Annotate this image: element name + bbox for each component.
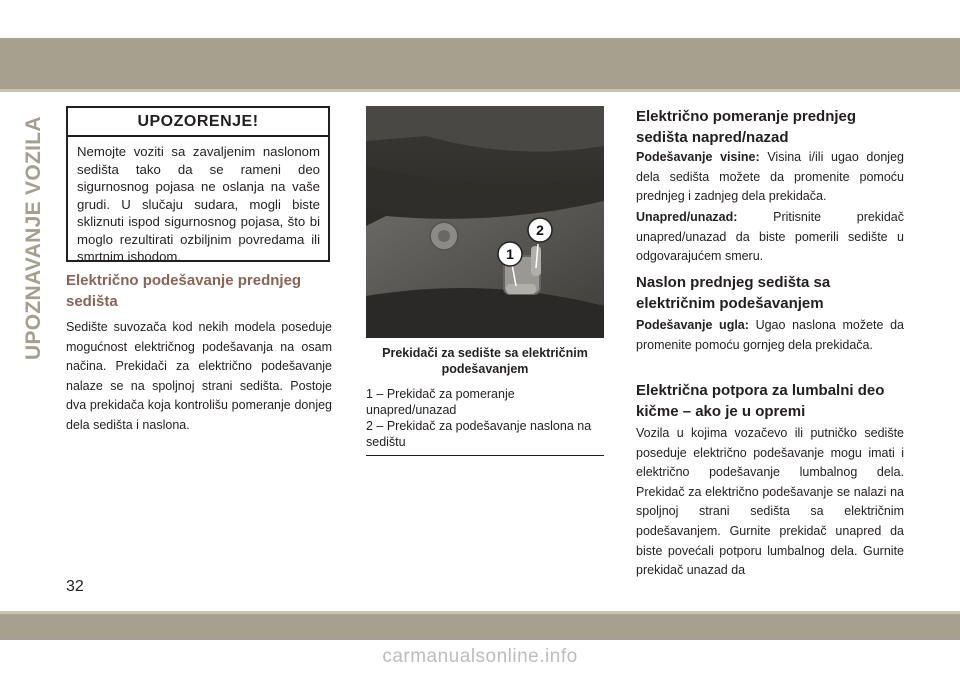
right-heading-1: Električno pomeranje prednjeg sedišta napred/nazad <box>636 108 857 146</box>
paragraph-1-text: Visina i/ili ugao donjeg dela sedišta možete da promenite pomoću prednjeg i zadnjeg dela prekidača. <box>636 150 904 204</box>
watermark: carmanualsonline.info <box>382 646 578 667</box>
side-section-title: UPOZNAVANJE VOZILA <box>22 116 45 360</box>
paragraph-3-text: Ugao naslona možete da promenite pomoću gornjeg dela prekidača. <box>636 318 905 352</box>
caption-item-1: 1 – Prekidač za pomeranje unapred/unazad <box>366 387 515 417</box>
callout-2-label: 2 <box>536 222 544 238</box>
callout-1-label: 1 <box>506 246 514 262</box>
page-number: 32 <box>66 578 84 595</box>
footer-bar <box>0 614 960 640</box>
seat-switch-illustration <box>366 106 604 338</box>
caption-divider <box>366 455 604 456</box>
warning-title: UPOZORENJE! <box>68 108 328 137</box>
header-bar <box>0 38 960 89</box>
header-divider <box>0 89 960 92</box>
top-margin <box>0 0 960 38</box>
caption-item-2: 2 – Prekidač za podešavanje naslona na sedištu <box>366 419 592 449</box>
right-paragraph-2 <box>636 208 904 267</box>
seat-switch-photo <box>366 106 604 338</box>
figure-caption-text <box>366 386 604 450</box>
paragraph-1-lead: Podešavanje visine: <box>636 150 760 164</box>
paragraph-2-lead: Unapred/unazad: <box>636 210 738 224</box>
paragraph-3-lead: Podešavanje ugla: <box>636 318 749 332</box>
left-section-heading: Električno podešavanje prednjeg sedišta <box>66 272 302 310</box>
warning-text: Nemojte voziti sa zavaljenim naslonom sedišta tako da se rameni deo sigurnosnog pojasa ne oslanja na vaše grudi. U slučaju sudara, mogli biste skliznuti ispod sigurnosnog pojasa, što bi moglo rezultirati ozbiljnim povredama ili smrtnim ishodom. <box>77 144 320 264</box>
right-paragraph-4: Vozila u kojima vozačevo ili putničko sedište poseduje električno podešavanje mogu imati i električno podešavanje lumbalnog dela. Prekidač za električno podešavanje se nalazi na spoljnoj strani sedišta sa električnim podešavanjem. Gurnite prekidač unapred da biste povećali potporu lumbalnog dela. Gurnite prekidač unazad da <box>636 426 904 578</box>
paragraph-2-text: Pritisnite prekidač unapred/unazad da biste pomerili sedište u odgovarajućem smeru. <box>636 210 904 264</box>
warning-box <box>66 106 330 262</box>
right-paragraph-1 <box>636 148 904 207</box>
right-paragraph-3 <box>636 316 904 355</box>
left-section-body: Sedište suvozača kod nekih modela poseduje mogućnost električnog podešavanja na osam načina. Prekidači za električno podešavanje nalaze se na spoljnoj strani sedišta. Postoje dva prekidača koja kontrolišu pomeranje donjeg dela sedišta i naslona. <box>66 320 332 432</box>
right-heading-2: Naslon prednjeg sedišta sa električnim podešavanjem <box>636 274 831 312</box>
figure-caption-title: Prekidači za sedište sa električnim podešavanjem <box>382 346 588 376</box>
right-heading-3: Električna potpora za lumbalni deo kičme – ako je u opremi <box>636 382 885 420</box>
